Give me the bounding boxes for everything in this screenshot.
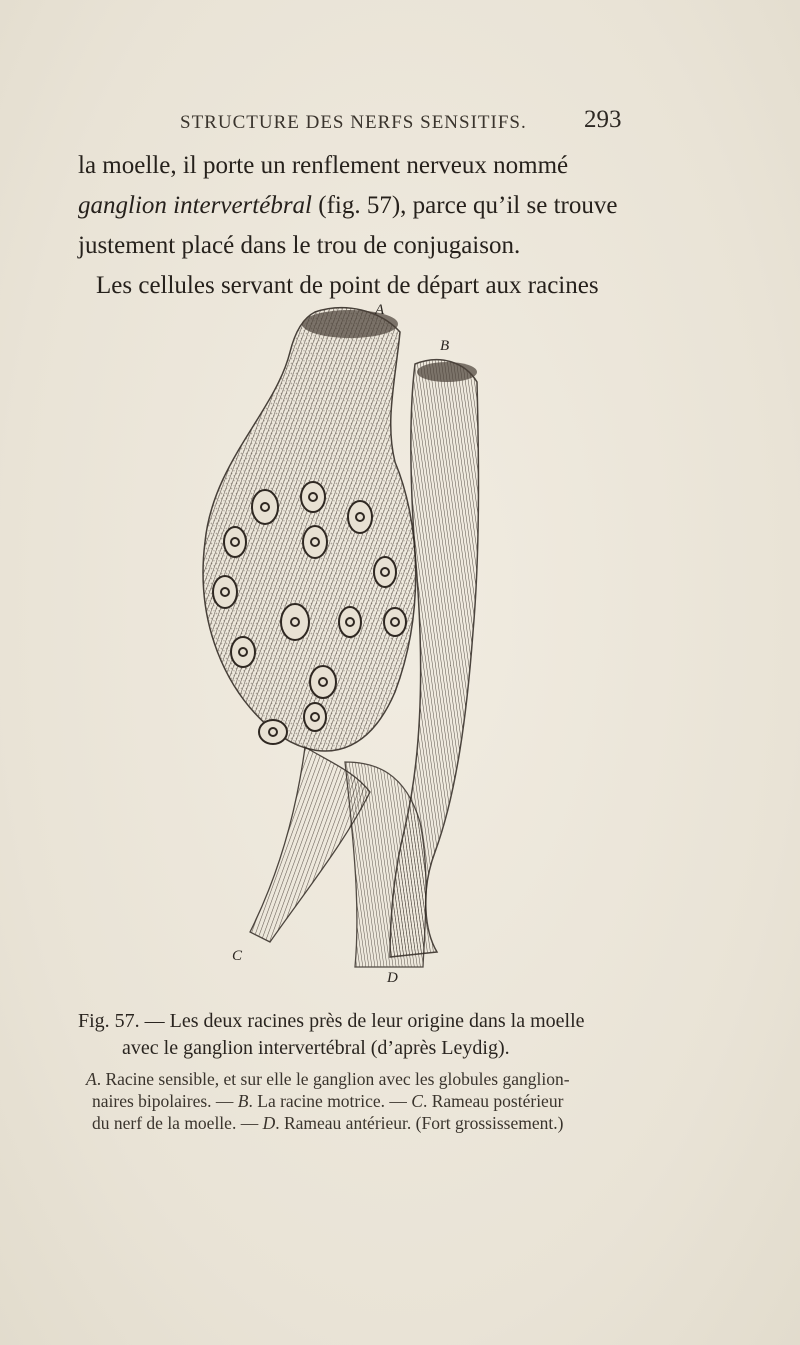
body-line-1: la moelle, il porte un renflement nerveux nommé	[78, 152, 569, 179]
legend-text-c: . Rameau postérieur	[422, 1091, 564, 1111]
body-line-4: Les cellules servant de point de départ aux racines	[96, 272, 599, 299]
body-line-2-rest: (fig. 57), parce qu’il se trouve	[312, 192, 618, 219]
italic-term: ganglion intervertébral	[78, 192, 312, 219]
legend-letter-a: A	[86, 1069, 97, 1089]
nerve-ganglion-figure	[195, 292, 515, 992]
legend-line-3-start: du nerf de la moelle. —	[92, 1113, 263, 1133]
legend-letter-d: D	[262, 1113, 276, 1133]
legend-letter-b: B	[237, 1091, 249, 1111]
legend-line-2-start: naires bipolaires. —	[92, 1091, 238, 1111]
label-a: A	[375, 302, 385, 318]
label-c: C	[232, 948, 243, 964]
legend-line-2	[86, 1090, 646, 1112]
running-head: STRUCTURE DES NERFS SENSITIFS.	[180, 112, 527, 133]
caption-line-1: Fig. 57. — Les deux racines près de leur origine dans la moelle	[78, 1010, 585, 1032]
ganglion-illustration	[195, 292, 515, 992]
page-number: 293	[584, 106, 622, 133]
label-b: B	[440, 338, 450, 354]
legend-text-d: . Rameau antérieur. (Fort grossissement.)	[275, 1113, 564, 1133]
caption-line-2: avec le ganglion intervertébral (d’après Leydig).	[122, 1037, 510, 1059]
body-line-2	[78, 186, 638, 226]
legend-text-a: . Racine sensible, et sur elle le ganglion avec les globules ganglion-	[96, 1069, 570, 1089]
figure-legend	[86, 1068, 646, 1134]
body-line-3: justement placé dans le trou de conjugaison.	[78, 232, 521, 259]
label-d: D	[387, 970, 398, 986]
figure-caption	[78, 1008, 658, 1062]
legend-text-b: . La racine motrice. —	[248, 1091, 412, 1111]
legend-line-1	[86, 1068, 646, 1090]
legend-letter-c: C	[411, 1091, 423, 1111]
body-text	[78, 146, 638, 306]
root-b-cut-end	[417, 362, 477, 382]
legend-line-3	[86, 1112, 646, 1134]
